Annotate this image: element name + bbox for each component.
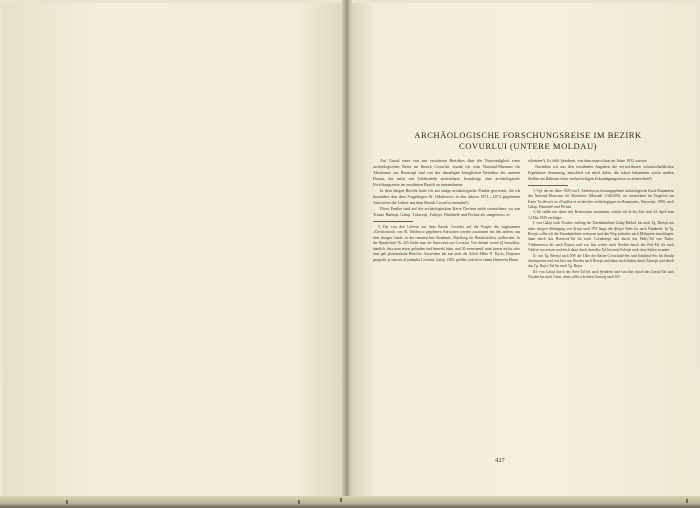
footnote-text: III: von Galaţi durch das Siret-Tal bis nach Şendreni und von hier durch das Geruil-Tal zum Norden bis nach Gerai, dann sollte ich einen Umweg nach SO (528, 269, 674, 280)
edge-mark (686, 499, 688, 503)
left-page (2, 3, 345, 503)
footnote-rule (528, 185, 568, 186)
footnotes (528, 189, 674, 281)
title-line-1: ARCHÄOLOGISCHE FORSCHUNGSREISE IM BEZIRK (414, 130, 642, 140)
paragraph: scheinen²). Es fehlt Şendreni, von dem man schon im Jahre 1912 wusste. (528, 158, 648, 163)
paragraph: Nachdem ich aus den erwähnten Angaben die verwertbaren wissenschaftlichen Ergebnisse herauszog, entschied ich mich dafür, die schon bekannten sowie andern Stellen im Rahmen einer mehrwöchigen Erkundigungsreise zu erforschen³). (528, 164, 674, 182)
footnote-text: ¹) Die von den Lehrern aus dem Bezirk Covurlui auf die Fragen des sogenannten «Chestionarul» von Al. Odobescu gegebenen Antworten werden zusammen mit den andern, aus dem übrigen Lande, in der rumänischen Akademie, Abteilung für Handschriften, aufbewahrt. In der Handschrift Nr. 225 findet man die Antworten aus Covurlui. Von diesem waren 24 brauchbar, nämlich, dass man etwas gefunden und bemerkt hätte, und 20 verneinend: man kannte nichts oder man gab phantastische Berichte. Ausserdem hat mir auch die Arbeit Melte N. Puru's, Dicţionar geografic şi statistic al judeţului Covurlui, Galaţi, 1893, geführt, jedoch in einem kleinerem Masse. (373, 225, 520, 262)
footnote-text: ³) Ich stellte mir dabei drei Reiserouten zusammen, welche ich in der Zeit vom 24. April zum 14 Mai 1929 verfolgte: (528, 210, 674, 220)
footnote-text: ²) Vgl. die im Jahre 1929 von I. Andrieșescu herausgegebene archäologische Karte Rumäniens des National-Museums für Altertümer (Masstab 1:500.000); sie verzeichnet im Vergleich zur Karte Tocilescu's in «Fouilles et recherches archéologiques en Roumanie», Bucureşti, 1900, noch Galaţi, Fântânele und Pechea. (528, 188, 674, 209)
edge-mark (340, 498, 342, 502)
title-line-2: COVURLUI (UNTERE MOLDAU) (458, 141, 598, 151)
page-edges (0, 496, 700, 508)
edge-mark (298, 500, 300, 504)
edge-mark (66, 500, 68, 504)
paragraph: In dem obigen Bericht hatte ich auf einige archäologische Punkte gewiesen, die ich besonders den dem Fragebogen Al. Odobescu's in den Jahren 1871—1874 gegebenen Antworten der Lehrer aus dem Bezirk Covurlui entnahm¹). (373, 188, 520, 206)
article-title (378, 130, 678, 152)
paragraph: Auf Grund eines von mir erstatteten Berichtes über die Notwendigkeit einer archäologischen Reise im Bezirk Covurlui, wurde ich vom National-Museum für Altertümer aus Bucureşti und von der damaligen königlichen Residenz der unteren Donau, die mich mit Geldmitteln unterstützte, beauftragt, eine archäologische Forschungsreise im erwähnten Bezirk zu unternehmen. (373, 158, 520, 188)
footnote-rule (373, 221, 413, 222)
book-gutter (342, 0, 352, 508)
right-column (528, 158, 674, 281)
footnote-text: II: von Tg. Bereşti nach NW die Täler der Bäche Covurluiul-Sec und Suhulnul-Sec bis Smulţi durchqueren und von hier aus Norden nach Bereşti und dann nach Süden durch Zărneşti und durch das Tg. Bujor-Tal bis nach Tg. Bujor. (528, 253, 674, 269)
left-column (373, 158, 520, 263)
paragraph: Diese Punkte sind auf der archäologischen Karte Daciens nicht verzeichnet, wo nur Traian, Barboşi, Galaţi, Tulucești, Folteşti, Fântânele und Pechea als «ungewiss» er- (373, 206, 520, 218)
footnote-text: I: von Galaţi nach Norden, entlang der Eisenbahnlinie Galaţi-Bârlad, bis nach Tg. Bereşti mit einer einigen Abbiegung von Şiviţa nach NW längs des Şiviţei-Tales bis nach Fântânele. In Tg. Bereşti sollte ich die Eisenbahnlinie verlassen und den Weg südwärts nach Mălușteni einschlagen; dann durch das Horincea-Tal bis nach Cavadineşti und durch das Pădis-Tal von Tudor-Vladimirescu bis nach Bujoru und von hier weiter nach Norden durch das Prut-Tal bis nach Vădeni vorstossen und mich dann durch dasselbe Tal bis nach Folteşti nach dem Süden wenden. (528, 221, 674, 253)
page-number: 427 (495, 457, 505, 464)
footnote (373, 225, 520, 263)
